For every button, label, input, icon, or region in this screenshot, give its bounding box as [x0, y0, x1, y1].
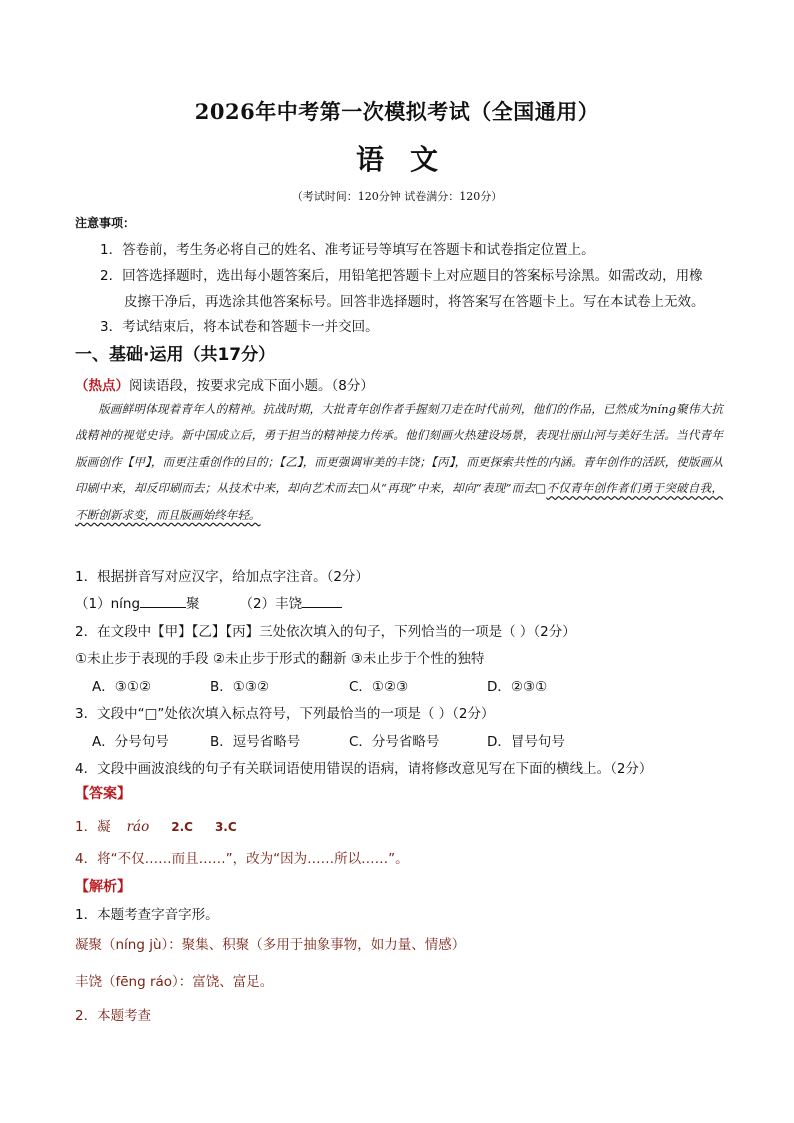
- note-item-2: 2．回答选择题时，选出每小题答案后，用铅笔把答题卡上对应题目的答案标号涂黑。如需改动，用橡: [100, 268, 703, 284]
- q2-choice-d: D．②③①: [487, 679, 548, 695]
- answer-line-1: [75, 815, 237, 835]
- q2-choice-a: A．③①②: [92, 679, 152, 695]
- question-3: 3．文段中“□”处依次填入标点符号，下列最恰当的一项是（ ）（2分）: [75, 706, 495, 722]
- answer-blank: [302, 595, 342, 608]
- exam-title: 2026年中考第一次模拟考试（全国通用）: [194, 99, 600, 124]
- q3-choice-a: A．分号句号: [92, 734, 169, 750]
- q2-choice-b: B．①③②: [210, 679, 270, 695]
- analysis-line-3: 丰饶（fēng ráo）：富饶、富足。: [75, 974, 274, 990]
- notes-heading: 注意事项：: [75, 216, 136, 230]
- question-4: 4．文段中画波浪线的句子有关联词语使用错误的语病，请将修改意见写在下面的横线上。（2分）: [75, 761, 653, 777]
- answer-3: 3.C: [214, 820, 237, 834]
- question-1: 1．根据拼音写对应汉字，给加点字注音。（2分）: [75, 569, 369, 585]
- analysis-label: 【解析】: [75, 879, 131, 895]
- q1-part-a: （1）níng: [75, 596, 141, 612]
- instruction-text: 阅读语段，按要求完成下面小题。（8分）: [129, 378, 374, 394]
- passage-text: 版画鲜明体现着青年人的精神。抗战时期，大批青年创作者手握刻刀走在时代前列，他们的作品，已然成为níng聚伟大抗战精神的视觉史诗。新中国成立后，勇于担当的精神接力传承。他们刻画火热建设场景，表现壮丽山河与美好生活。当代青年版画创作【甲】，而更注重创作的目的；【乙】，而更强调审美的丰饶；【丙】，而更探索共性的内涵。青年创作的活跃，使版画从印刷中来，却反印刷而去；从技术中来，却向艺术而去□从“再现”中来，却向“表现”而去□: [75, 402, 723, 496]
- question-2: 2．在文段中【甲】【乙】【丙】三处依次填入的句子，下列恰当的一项是（ ）（2分）: [75, 624, 576, 640]
- note-item-1: 1．答卷前，考生务必将自己的姓名、准考证号等填写在答题卡和试卷指定位置上。: [100, 242, 595, 258]
- answer-blank: [140, 595, 186, 608]
- reading-passage: [75, 396, 723, 528]
- question-1-blanks: [75, 592, 342, 612]
- q3-choice-c: C．分号省略号: [349, 734, 440, 750]
- answer-label: 【答案】: [75, 786, 131, 802]
- subject-title: 语文: [355, 143, 464, 176]
- wavy-sentence: 不仅青年创作者们勇于突破自我，不断创新求变，而且版画始终年轻。: [75, 481, 723, 522]
- analysis-line-4: 2．本题考查: [75, 1008, 152, 1024]
- exam-meta: （考试时间：120分钟 试卷满分：120分）: [291, 190, 503, 203]
- note-item-3: 3．考试结束后，将本试卷和答题卡一并交回。: [100, 319, 379, 335]
- q3-choice-d: D．冒号句号: [487, 734, 565, 750]
- section-instruction: [75, 374, 374, 394]
- answer-1b: ráo: [126, 819, 150, 835]
- q1-part-a-char: 聚: [186, 596, 200, 612]
- answer-line-2: 4．将“不仅……而且……”，改为“因为……所以……”。: [75, 851, 409, 867]
- answer-1a: 1．凝: [75, 819, 111, 835]
- section-title: 一、基础·运用（共17分）: [75, 345, 276, 365]
- q3-choice-b: B．逗号省略号: [210, 734, 301, 750]
- analysis-line-2: 凝聚（níng jù）：聚集、积聚（多用于抽象事物，如力量、情感）: [75, 937, 466, 953]
- question-2-options: ①未止步于表现的手段 ②未止步于形式的翻新 ③未止步于个性的独特: [75, 651, 485, 667]
- q2-choice-c: C．①②③: [349, 679, 409, 695]
- hot-label: （热点）: [75, 378, 129, 394]
- answer-2: 2.C: [171, 820, 193, 834]
- note-item-2-cont: 皮擦干净后，再选涂其他答案标号。回答非选择题时，将答案写在答题卡上。写在本试卷上无效。: [124, 294, 705, 310]
- q1-part-b: （2）丰饶: [239, 596, 303, 612]
- analysis-line-1: 1．本题考查字音字形。: [75, 907, 219, 923]
